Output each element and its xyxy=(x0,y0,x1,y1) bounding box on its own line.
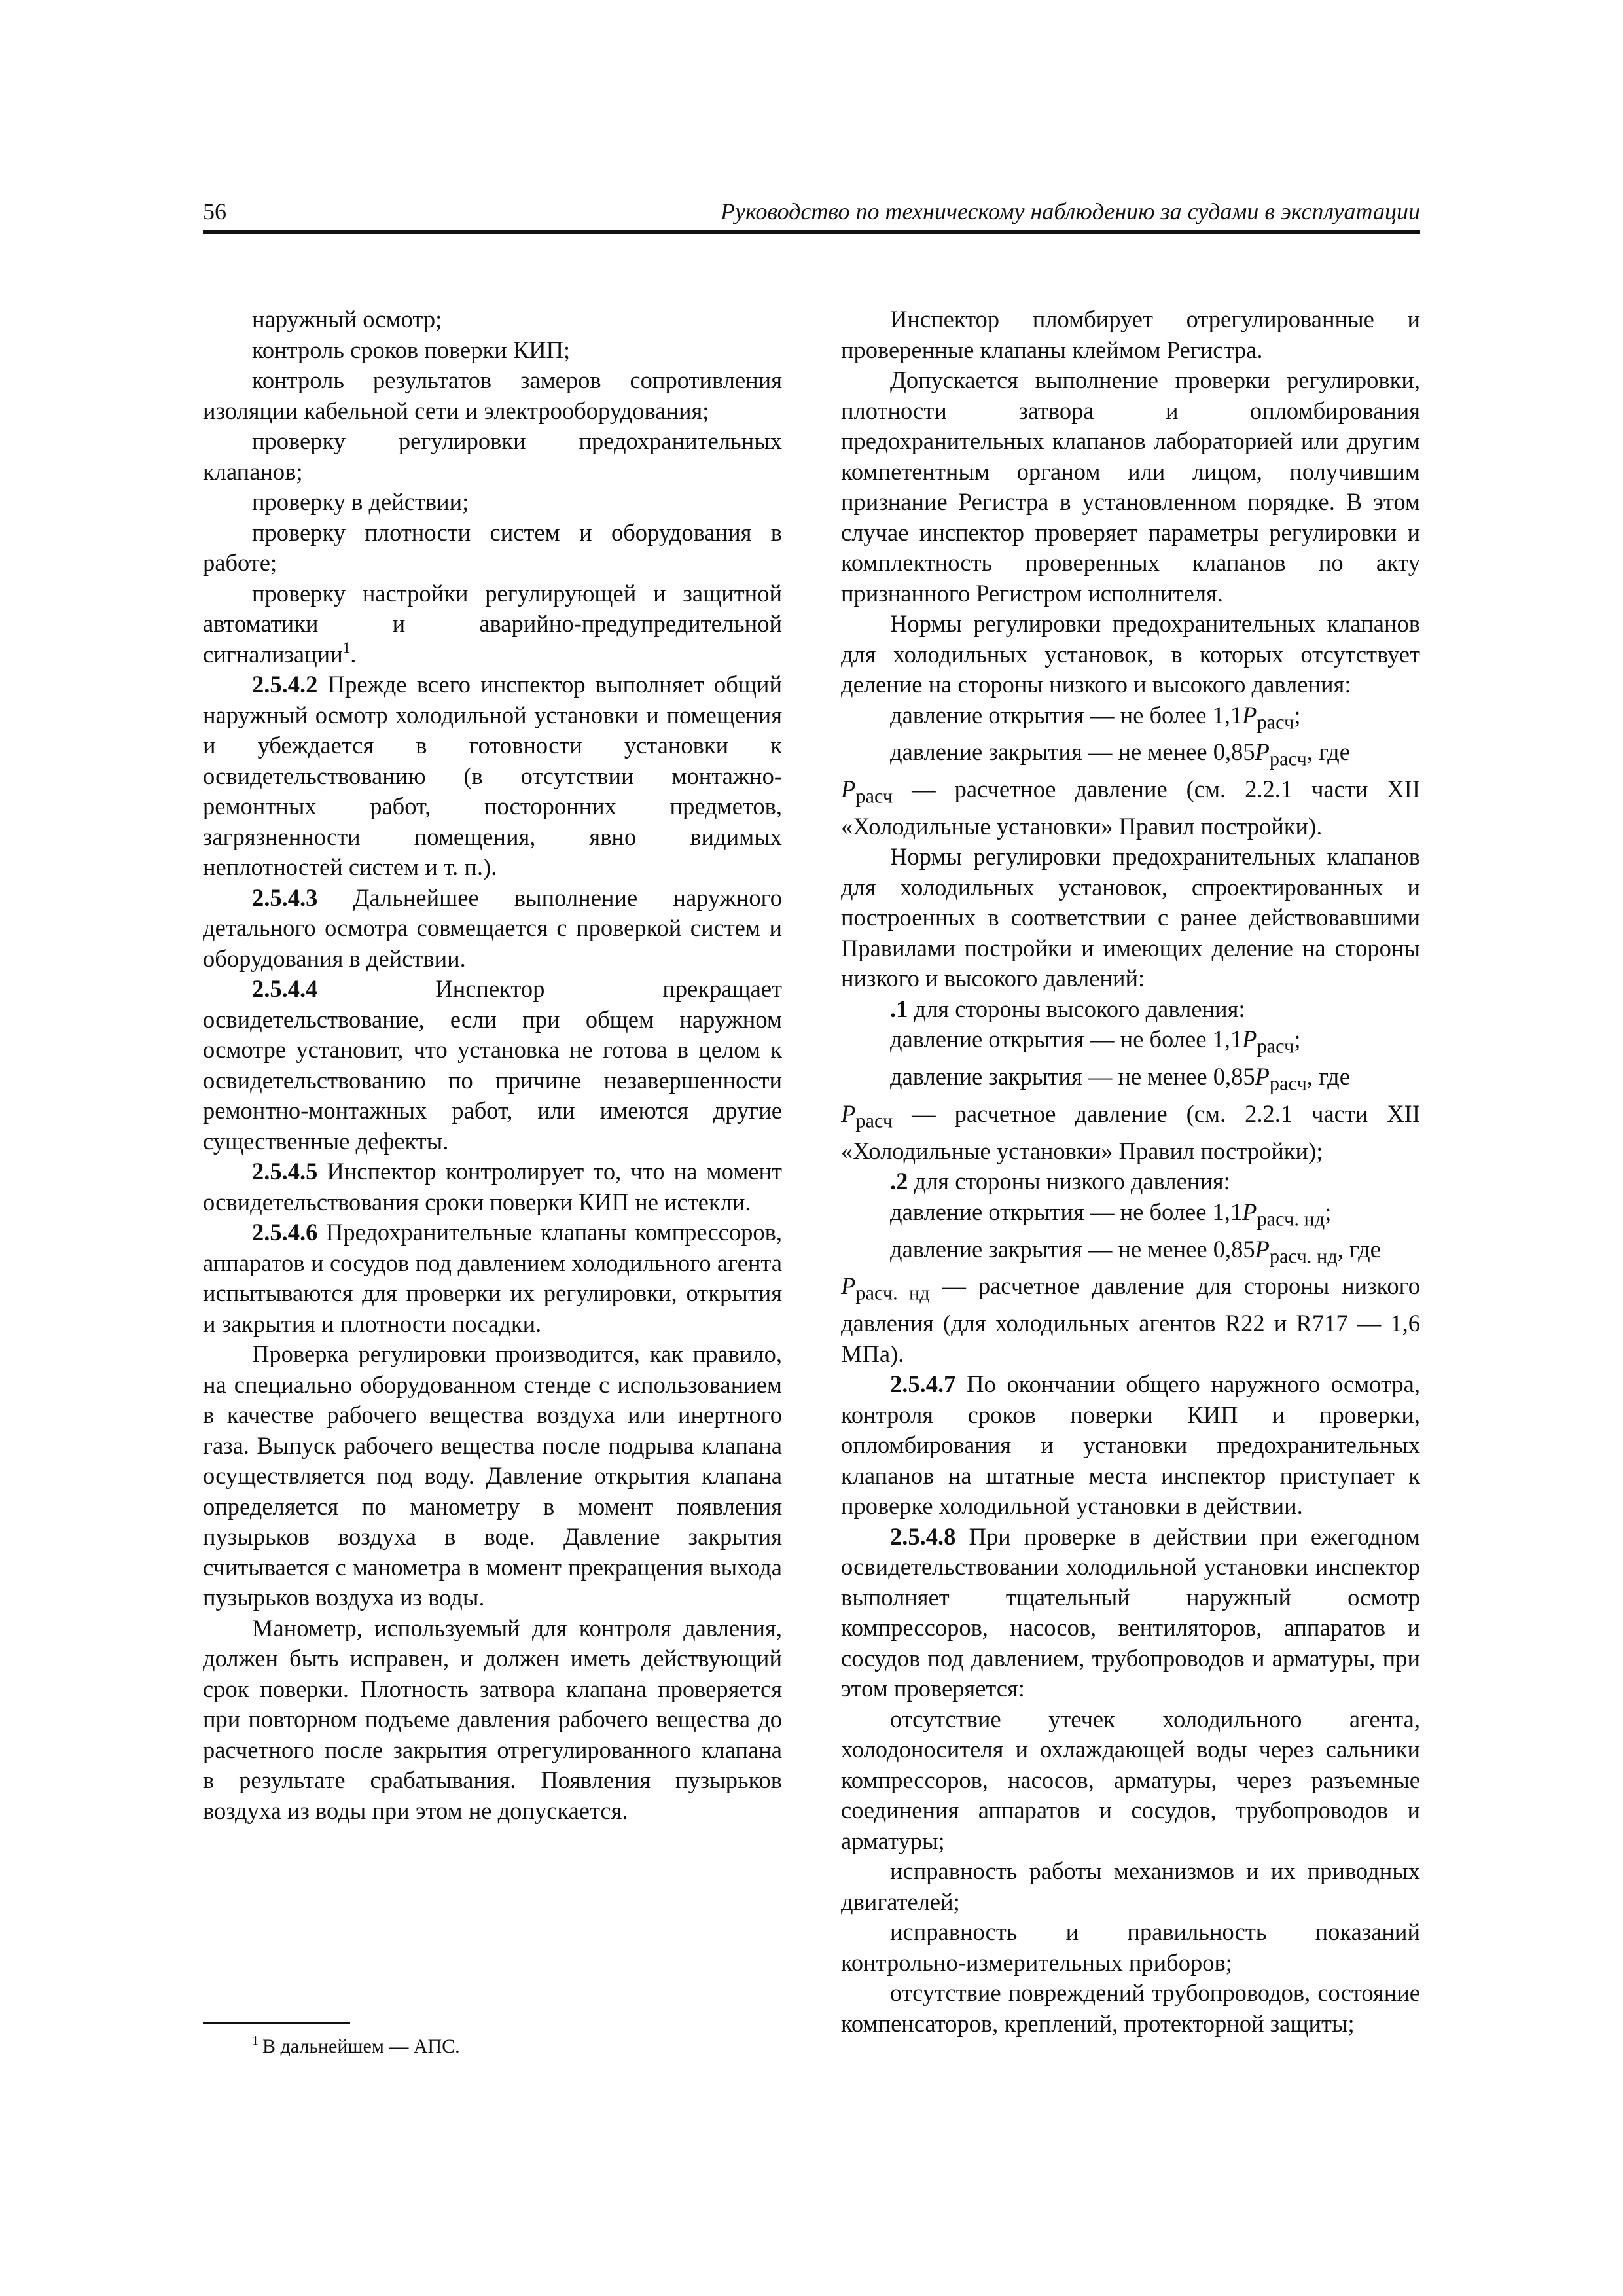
formula-text: давление открытия — не более 1,1 xyxy=(890,1198,1243,1225)
paragraph-text: Инспектор прекращает освидетельствование, если при общем наружном осмотре установит, что установка не готова в целом к освидетельствованию по причине незавершенности ремонтно-монтажных работ, или имеются другие существенные дефекты. xyxy=(203,975,782,1155)
pressure-symbol: P xyxy=(1255,738,1270,766)
paragraph-text: Дальнейшее выполнение наружного детального осмотра совмещается с проверкой систем и оборудования в действии. xyxy=(203,884,782,972)
paragraph-manometer: Манометр, используемый для контроля давления, должен быть исправен, и должен иметь действующий срок поверки. Плотность затвора клапана проверяется при повторном подъеме давления рабочего вещества до расчетного после закрытия отрегулированного клапана в результате срабатывания. Появления пузырьков воздуха из воды при этом не допускается. xyxy=(203,1614,782,1824)
running-title: Руководство по техническому наблюдению за судами в эксплуатации xyxy=(721,198,1420,224)
formula-definition xyxy=(841,774,1420,842)
pressure-subscript: расч xyxy=(1257,710,1294,733)
formula-text: , где xyxy=(1306,738,1350,766)
formula-text: давление закрытия — не менее 0,85 xyxy=(890,1235,1255,1263)
sub-item-low-side xyxy=(841,1166,1420,1197)
item-number: .1 xyxy=(890,995,908,1022)
section-number: 2.5.4.8 xyxy=(890,1522,956,1550)
pressure-symbol: P xyxy=(841,1272,856,1300)
paragraph-2-5-4-8 xyxy=(841,1522,1420,1704)
paragraph-seal: Инспектор пломбирует отрегулированные и проверенные клапаны клеймом Регистра. xyxy=(841,306,1420,363)
list-item: контроль результатов замеров сопротивления изоляции кабельной сети и электрооборудования; xyxy=(203,367,782,424)
pressure-symbol: P xyxy=(1255,1063,1270,1090)
list-item-text: проверку настройки регулирующей и защитной автоматики и аварийно-предупредительной сигнализации xyxy=(203,579,782,668)
formula-text: давление открытия — не более 1,1 xyxy=(890,701,1243,728)
formula-definition xyxy=(841,1099,1420,1166)
paragraph-norms-1: Нормы регулировки предохранительных клапанов для холодильных установок, в которых отсутствует деление на стороны низкого и высокого давления: xyxy=(841,610,1420,698)
definition-text: — расчетное давление для стороны низкого давления (для холодильных агентов R22 и R717 — 1,6 МПа). xyxy=(841,1272,1420,1367)
list-item: отсутствие повреждений трубопроводов, состояние компенсаторов, креплений, протекторной защиты; xyxy=(841,1979,1420,2037)
list-item: наружный осмотр; xyxy=(252,306,442,332)
page-number: 56 xyxy=(203,198,226,224)
pressure-subscript: расч xyxy=(1269,1072,1307,1095)
paragraph-2-5-4-2 xyxy=(203,670,782,883)
pressure-subscript: расч xyxy=(855,785,893,808)
paragraph-2-5-4-7 xyxy=(841,1369,1420,1522)
formula-close-pressure xyxy=(841,737,1420,774)
paragraph-text: По окончании общего наружного осмотра, контроля сроков поверки КИП и проверки, опломбирования и установки предохранительных клапанов на штатные места инспектор приступает к проверке холодильной установки в действии. xyxy=(841,1371,1420,1520)
left-column xyxy=(203,304,782,1826)
list-item: исправность и правильность показаний контрольно-измерительных приборов; xyxy=(841,1918,1420,1976)
paragraph-2-5-4-5 xyxy=(203,1157,782,1217)
section-number: 2.5.4.4 xyxy=(252,975,318,1002)
pressure-symbol: P xyxy=(841,776,856,803)
paragraph-text: Инспектор контролирует то, что на момент освидетельствования сроки поверки КИП не истекли. xyxy=(203,1158,782,1215)
formula-definition-nd xyxy=(841,1271,1420,1369)
list-item: исправность работы механизмов и их приводных двигателей; xyxy=(841,1857,1420,1915)
header-rule xyxy=(203,230,1420,234)
pressure-symbol: P xyxy=(841,1100,856,1127)
footnote-text: В дальнейшем — АПС. xyxy=(262,2036,460,2057)
list-item: проверку в действии; xyxy=(252,488,469,515)
formula-close-pressure xyxy=(841,1062,1420,1099)
list-item: контроль сроков поверки КИП; xyxy=(252,336,571,363)
paragraph-allowed: Допускается выполнение проверки регулировки, плотности затвора и опломбирования предохранительных клапанов лабораторией или другим компетентным органом или лицом, получившим признание Регистра в установленном порядке. В этом случае инспектор проверяет параметры регулировки и комплектность проверенных клапанов по акту признанного Регистром исполнителя. xyxy=(841,367,1420,607)
list-item: отсутствие утечек холодильного агента, холодоносителя и охлаждающей воды через сальники компрессоров, насосов, арматуры, через разъемные соединения аппаратов и сосудов, трубопроводов и арматуры; xyxy=(841,1705,1420,1854)
section-number: 2.5.4.5 xyxy=(252,1158,318,1185)
pressure-subscript: расч xyxy=(1257,1035,1294,1058)
paragraph-2-5-4-6 xyxy=(203,1217,782,1339)
section-number: 2.5.4.3 xyxy=(252,884,318,911)
pressure-symbol: P xyxy=(1242,1198,1257,1225)
punctuation: . xyxy=(350,640,357,668)
paragraph-text: Предохранительные клапаны компрессоров, аппаратов и сосудов под давлением холодильного агента испытываются для проверки их регулировки, открытия и закрытия и плотности посадки. xyxy=(203,1219,782,1337)
item-text: для стороны низкого давления: xyxy=(908,1168,1230,1195)
item-number: .2 xyxy=(890,1168,908,1195)
paragraph-norms-2: Нормы регулировки предохранительных клапанов для холодильных установок, спроектированных и построенных в соответствии с ранее действовавшими Правилами постройки и имеющих деление на стороны низкого и высокого давлений: xyxy=(841,843,1420,992)
formula-text: , где xyxy=(1306,1063,1350,1090)
footnote-ref[interactable]: 1 xyxy=(342,639,351,656)
formula-open-pressure-nd: давление открытия — не более $1,1P_{расч. нд}$; xyxy=(890,1198,1332,1230)
pressure-subscript: расч. нд xyxy=(855,1282,930,1304)
section-number: 2.5.4.6 xyxy=(252,1219,318,1246)
sub-item-high-side xyxy=(841,994,1420,1025)
item-text: для стороны высокого давления: xyxy=(908,995,1245,1022)
pressure-symbol: P xyxy=(1242,701,1257,728)
section-number: 2.5.4.7 xyxy=(890,1371,956,1398)
paragraph-text: При проверке в действии при ежегодном освидетельствовании холодильной установки инспектор выполняет тщательный наружный осмотр компрессоров, насосов, вентиляторов, аппаратов и сосудов под давлением, трубопроводов и арматуры, при этом проверяется: xyxy=(841,1522,1420,1702)
pressure-symbol: P xyxy=(1242,1026,1257,1053)
list-item: проверку регулировки предохранительных клапанов; xyxy=(203,427,782,485)
footnote-rule xyxy=(203,2022,350,2024)
paragraph-text: Прежде всего инспектор выполняет общий наружный осмотр холодильной установки и помещения и убеждается в готовности установки к освидетельствованию (в отсутствии монтажно-ремонтных работ, посторонних предметов, загрязненности помещения, явно видимых неплотностей систем и т. п.). xyxy=(203,671,782,880)
formula-text: давление закрытия — не менее 0,85 xyxy=(890,738,1255,766)
paragraph-check: Проверка регулировки производится, как правило, на специально оборудованном стенде с использованием в качестве рабочего вещества воздуха или инертного газа. Выпуск рабочего вещества после подрыва клапана осуществляется под воду. Давление открытия клапана определяется по манометру в момент появления пузырьков воздуха в воде. Давление закрытия считывается с манометра в момент прекращения выхода пузырьков воздуха из воды. xyxy=(203,1340,782,1611)
right-column xyxy=(841,304,1420,2039)
formula-text: давление открытия — не более 1,1 xyxy=(890,1026,1243,1053)
formula-text: давление закрытия — не менее 0,85 xyxy=(890,1063,1255,1090)
footnote xyxy=(252,2036,460,2058)
definition-text: — расчетное давление (см. 2.2.1 части XII «Холодильные установки» Правил постройки); xyxy=(841,1100,1420,1164)
paragraph-2-5-4-3 xyxy=(203,883,782,975)
formula-open-pressure: давление открытия — не более $1,1P_{расч}$; xyxy=(890,701,1301,733)
pressure-subscript: расч xyxy=(855,1109,893,1132)
pressure-subscript: расч. нд xyxy=(1269,1244,1338,1267)
formula-close-pressure-nd xyxy=(841,1234,1420,1272)
footnote-mark: 1 xyxy=(252,2034,259,2048)
pressure-symbol: P xyxy=(1255,1235,1270,1263)
pressure-subscript: расч. нд xyxy=(1257,1208,1325,1230)
list-item xyxy=(203,579,782,670)
list-item: проверку плотности систем и оборудования в работе; xyxy=(203,518,782,576)
pressure-subscript: расч xyxy=(1269,747,1307,770)
section-number: 2.5.4.2 xyxy=(252,671,318,698)
formula-text: , где xyxy=(1337,1235,1381,1263)
formula-open-pressure: давление открытия — не более $1,1P_{расч}$; xyxy=(890,1026,1301,1058)
definition-text: — расчетное давление (см. 2.2.1 части XII «Холодильные установки» Правил постройки). xyxy=(841,776,1420,840)
paragraph-2-5-4-4 xyxy=(203,974,782,1157)
